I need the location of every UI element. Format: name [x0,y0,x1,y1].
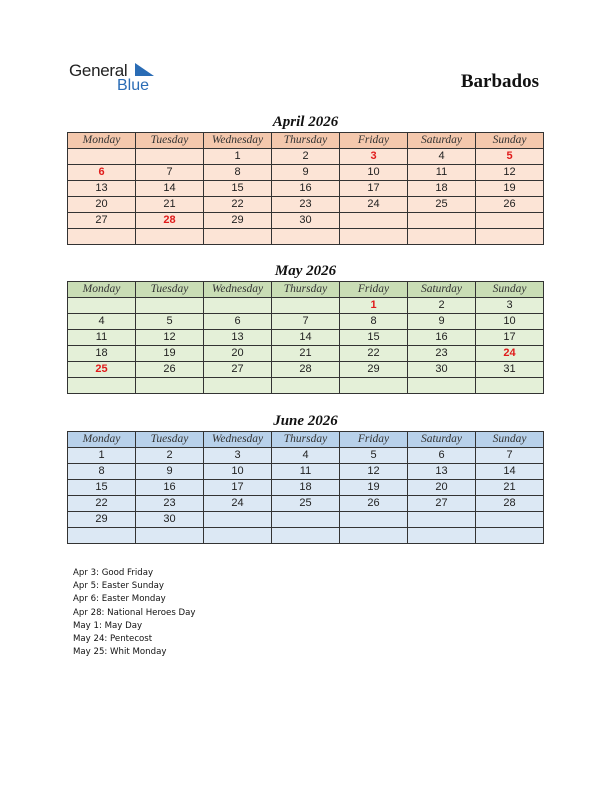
generalblue-logo [69,61,169,95]
empty-day-cell [136,229,204,245]
day-cell: 16 [408,330,476,346]
holiday-notes [73,567,196,659]
day-cell: 13 [204,330,272,346]
weekday-header: Tuesday [136,432,204,448]
day-cell: 13 [408,464,476,480]
day-cell: 22 [68,496,136,512]
empty-day-cell [408,378,476,394]
weekday-header: Saturday [408,432,476,448]
empty-day-cell [340,229,408,245]
empty-day-cell [68,378,136,394]
empty-day-cell [136,528,204,544]
day-cell: 2 [272,149,340,165]
day-cell: 15 [340,330,408,346]
weekday-header: Saturday [408,282,476,298]
weekday-header: Sunday [476,133,544,149]
empty-day-cell [408,528,476,544]
day-cell: 25 [408,197,476,213]
empty-day-cell [272,378,340,394]
day-cell: 1 [68,448,136,464]
empty-day-cell [408,213,476,229]
day-cell: 3 [204,448,272,464]
day-cell: 23 [272,197,340,213]
day-cell: 19 [136,346,204,362]
day-cell: 6 [408,448,476,464]
holiday-note: Apr 5: Easter Sunday [73,581,164,592]
day-cell: 4 [408,149,476,165]
day-cell: 27 [408,496,476,512]
day-cell: 24 [204,496,272,512]
weekday-header: Tuesday [136,133,204,149]
weekday-header: Monday [68,432,136,448]
weekday-header: Friday [340,432,408,448]
day-cell: 5 [136,314,204,330]
weekday-header: Monday [68,133,136,149]
empty-day-cell [476,512,544,528]
day-cell: 14 [272,330,340,346]
day-cell: 16 [272,181,340,197]
day-cell: 23 [136,496,204,512]
week-row [68,496,544,512]
day-cell: 23 [408,346,476,362]
day-cell: 9 [136,464,204,480]
day-cell: 18 [272,480,340,496]
day-cell: 15 [68,480,136,496]
day-cell: 21 [476,480,544,496]
day-cell: 2 [136,448,204,464]
day-cell: 20 [204,346,272,362]
weekday-header: Friday [340,282,408,298]
weekday-header: Wednesday [204,432,272,448]
day-cell: 11 [272,464,340,480]
empty-day-cell [272,298,340,314]
empty-day-cell [136,298,204,314]
day-cell: 29 [68,512,136,528]
day-cell: 29 [340,362,408,378]
day-cell: 8 [204,165,272,181]
day-cell: 7 [476,448,544,464]
day-cell: 7 [136,165,204,181]
day-cell: 26 [340,496,408,512]
month-title: May 2026 [274,263,337,279]
weekday-header: Wednesday [204,133,272,149]
day-cell: 7 [272,314,340,330]
empty-day-cell [272,512,340,528]
day-cell: 16 [136,480,204,496]
holiday-day-cell: 5 [476,149,544,165]
month-april [67,112,544,245]
day-cell: 12 [340,464,408,480]
empty-day-cell [476,229,544,245]
logo-text-blue: Blue [117,77,150,94]
day-cell: 25 [272,496,340,512]
day-cell: 13 [68,181,136,197]
weekday-header: Sunday [476,282,544,298]
day-cell: 12 [136,330,204,346]
day-cell: 26 [476,197,544,213]
day-cell: 28 [476,496,544,512]
week-row [68,298,544,314]
calendar-table-june [67,431,544,544]
day-cell: 10 [204,464,272,480]
day-cell: 21 [136,197,204,213]
empty-day-cell [204,378,272,394]
day-cell: 4 [68,314,136,330]
day-cell: 18 [68,346,136,362]
empty-day-cell [204,512,272,528]
week-row [68,528,544,544]
day-cell: 19 [476,181,544,197]
week-row [68,197,544,213]
holiday-note: May 25: Whit Monday [73,647,167,658]
day-cell: 4 [272,448,340,464]
weekday-header: Monday [68,282,136,298]
week-row [68,314,544,330]
month-title: June 2026 [273,413,338,429]
weekday-header-row [68,133,544,149]
day-cell: 30 [136,512,204,528]
day-cell: 11 [408,165,476,181]
holiday-day-cell: 3 [340,149,408,165]
month-title: April 2026 [272,114,339,130]
week-row [68,149,544,165]
week-row [68,181,544,197]
holiday-note: May 24: Pentecost [73,633,153,644]
holiday-note: Apr 3: Good Friday [73,568,154,578]
empty-day-cell [204,528,272,544]
empty-day-cell [340,378,408,394]
weekday-header-row [68,432,544,448]
day-cell: 8 [68,464,136,480]
day-cell: 17 [204,480,272,496]
empty-day-cell [136,149,204,165]
day-cell: 29 [204,213,272,229]
month-june [67,411,544,544]
day-cell: 30 [408,362,476,378]
day-cell: 17 [476,330,544,346]
empty-day-cell [68,229,136,245]
day-cell: 26 [136,362,204,378]
week-row [68,213,544,229]
empty-day-cell [408,229,476,245]
week-row [68,229,544,245]
day-cell: 17 [340,181,408,197]
holiday-day-cell: 1 [340,298,408,314]
day-cell: 22 [204,197,272,213]
holiday-note: Apr 28: National Heroes Day [73,607,196,618]
empty-day-cell [136,378,204,394]
week-row [68,448,544,464]
day-cell: 9 [272,165,340,181]
weekday-header: Sunday [476,432,544,448]
day-cell: 21 [272,346,340,362]
weekday-header: Thursday [272,133,340,149]
day-cell: 11 [68,330,136,346]
weekday-header: Friday [340,133,408,149]
week-row [68,464,544,480]
day-cell: 6 [204,314,272,330]
day-cell: 15 [204,181,272,197]
day-cell: 22 [340,346,408,362]
day-cell: 10 [476,314,544,330]
day-cell: 20 [408,480,476,496]
weekday-header: Wednesday [204,282,272,298]
weekday-header: Tuesday [136,282,204,298]
day-cell: 14 [136,181,204,197]
empty-day-cell [476,528,544,544]
day-cell: 18 [408,181,476,197]
day-cell: 20 [68,197,136,213]
holiday-day-cell: 24 [476,346,544,362]
empty-day-cell [68,298,136,314]
week-row [68,512,544,528]
empty-day-cell [204,298,272,314]
day-cell: 9 [408,314,476,330]
day-cell: 2 [408,298,476,314]
empty-day-cell [340,512,408,528]
holiday-note: Apr 6: Easter Monday [73,594,166,605]
empty-day-cell [204,229,272,245]
weekday-header: Saturday [408,133,476,149]
day-cell: 12 [476,165,544,181]
holiday-note: May 1: May Day [73,620,143,631]
calendar-table-april [67,132,544,245]
empty-day-cell [272,528,340,544]
empty-day-cell [340,528,408,544]
country-title: Barbados [460,71,539,92]
week-row [68,378,544,394]
day-cell: 27 [204,362,272,378]
weekday-header-row [68,282,544,298]
holiday-day-cell: 25 [68,362,136,378]
empty-day-cell [340,213,408,229]
day-cell: 5 [340,448,408,464]
week-row [68,362,544,378]
weekday-header: Thursday [272,432,340,448]
empty-day-cell [272,229,340,245]
logo-text-general: General [69,61,128,80]
calendar-table-may [67,281,544,394]
day-cell: 1 [204,149,272,165]
weekday-header: Thursday [272,282,340,298]
empty-day-cell [476,378,544,394]
day-cell: 3 [476,298,544,314]
week-row [68,165,544,181]
empty-day-cell [68,149,136,165]
day-cell: 24 [340,197,408,213]
day-cell: 10 [340,165,408,181]
day-cell: 27 [68,213,136,229]
day-cell: 19 [340,480,408,496]
empty-day-cell [408,512,476,528]
day-cell: 14 [476,464,544,480]
day-cell: 8 [340,314,408,330]
empty-day-cell [476,213,544,229]
day-cell: 31 [476,362,544,378]
holiday-day-cell: 28 [136,213,204,229]
holiday-day-cell: 6 [68,165,136,181]
week-row [68,346,544,362]
month-may [67,261,544,394]
logo-triangle-icon [135,63,155,77]
week-row [68,480,544,496]
day-cell: 30 [272,213,340,229]
day-cell: 28 [272,362,340,378]
empty-day-cell [68,528,136,544]
week-row [68,330,544,346]
